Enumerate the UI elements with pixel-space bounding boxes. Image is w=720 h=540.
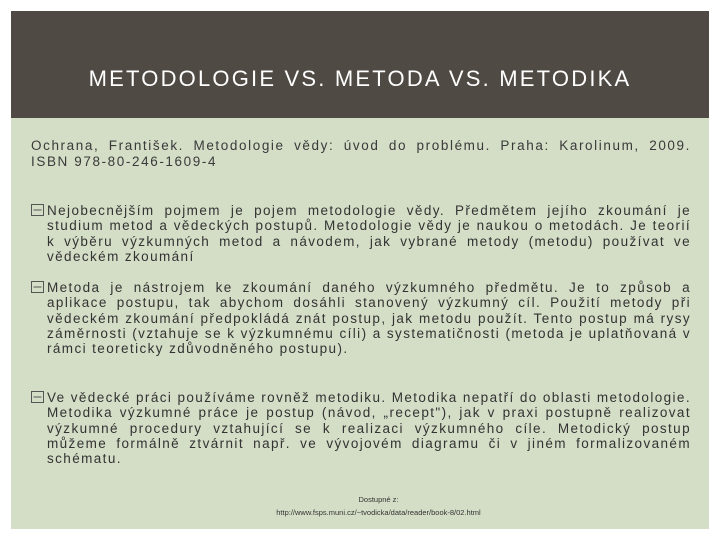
citation-text: Ochrana, František. Metodologie vědy: úvod do problému. Praha: Karolinum, 2009. ISBN 978-80-246-1609-4 (31, 138, 691, 169)
bullet-icon (31, 391, 45, 404)
bullet-text: Nejobecnějším pojmem je pojem metodologie vědy. Předmětem jejího zkoumání je studium metod a vědeckých postupů. Metodologie vědy je naukou o metodách. Je teorií k výběru výzkumných metod a návodem, jak vybrané metody (metodu) používat ve vědeckém zkoumání (47, 203, 691, 264)
bullet-item (31, 280, 691, 356)
source-link[interactable]: http://www.fsps.muni.cz/~tvodicka/data/reader/book-8/02.html (276, 508, 481, 517)
source-label: Dostupné z: (358, 495, 399, 504)
source-note (251, 493, 506, 519)
bullet-icon (31, 204, 45, 217)
title-bar (11, 11, 709, 118)
bullet-item (31, 203, 691, 264)
bullet-text: Metoda je nástrojem ke zkoumání daného výzkumného předmětu. Je to způsob a aplikace postupu, tak abychom dosáhli stanovený výzkumný cíl. Použití metody při vědeckém zkoumání předpokládá znát postup, jak metodu použít. Tento postup má rysy záměrnosti (vztahuje se k výzkumnému cíli) a systematičnosti (metoda je uplatňovaná v rámci teoreticky zdůvodněného postupu). (47, 280, 691, 357)
bullet-text: Ve vědecké práci používáme rovněž metodiku. Metodika nepatří do oblasti metodologie. Metodika výzkumné práce je postup (návod, „recept"), jak v praxi postupně realizovat výzkumné procedury vztahující se k realizaci výzkumného cíle. Metodický postup můžeme formálně ztvárnit např. ve vývojovém diagramu či v jiném formalizovaném schématu. (47, 390, 691, 467)
bullet-icon (31, 281, 45, 294)
slide-title: METODOLOGIE VS. METODA VS. METODIKA (88, 66, 632, 91)
content-area (11, 118, 709, 529)
bullet-item (31, 390, 691, 466)
